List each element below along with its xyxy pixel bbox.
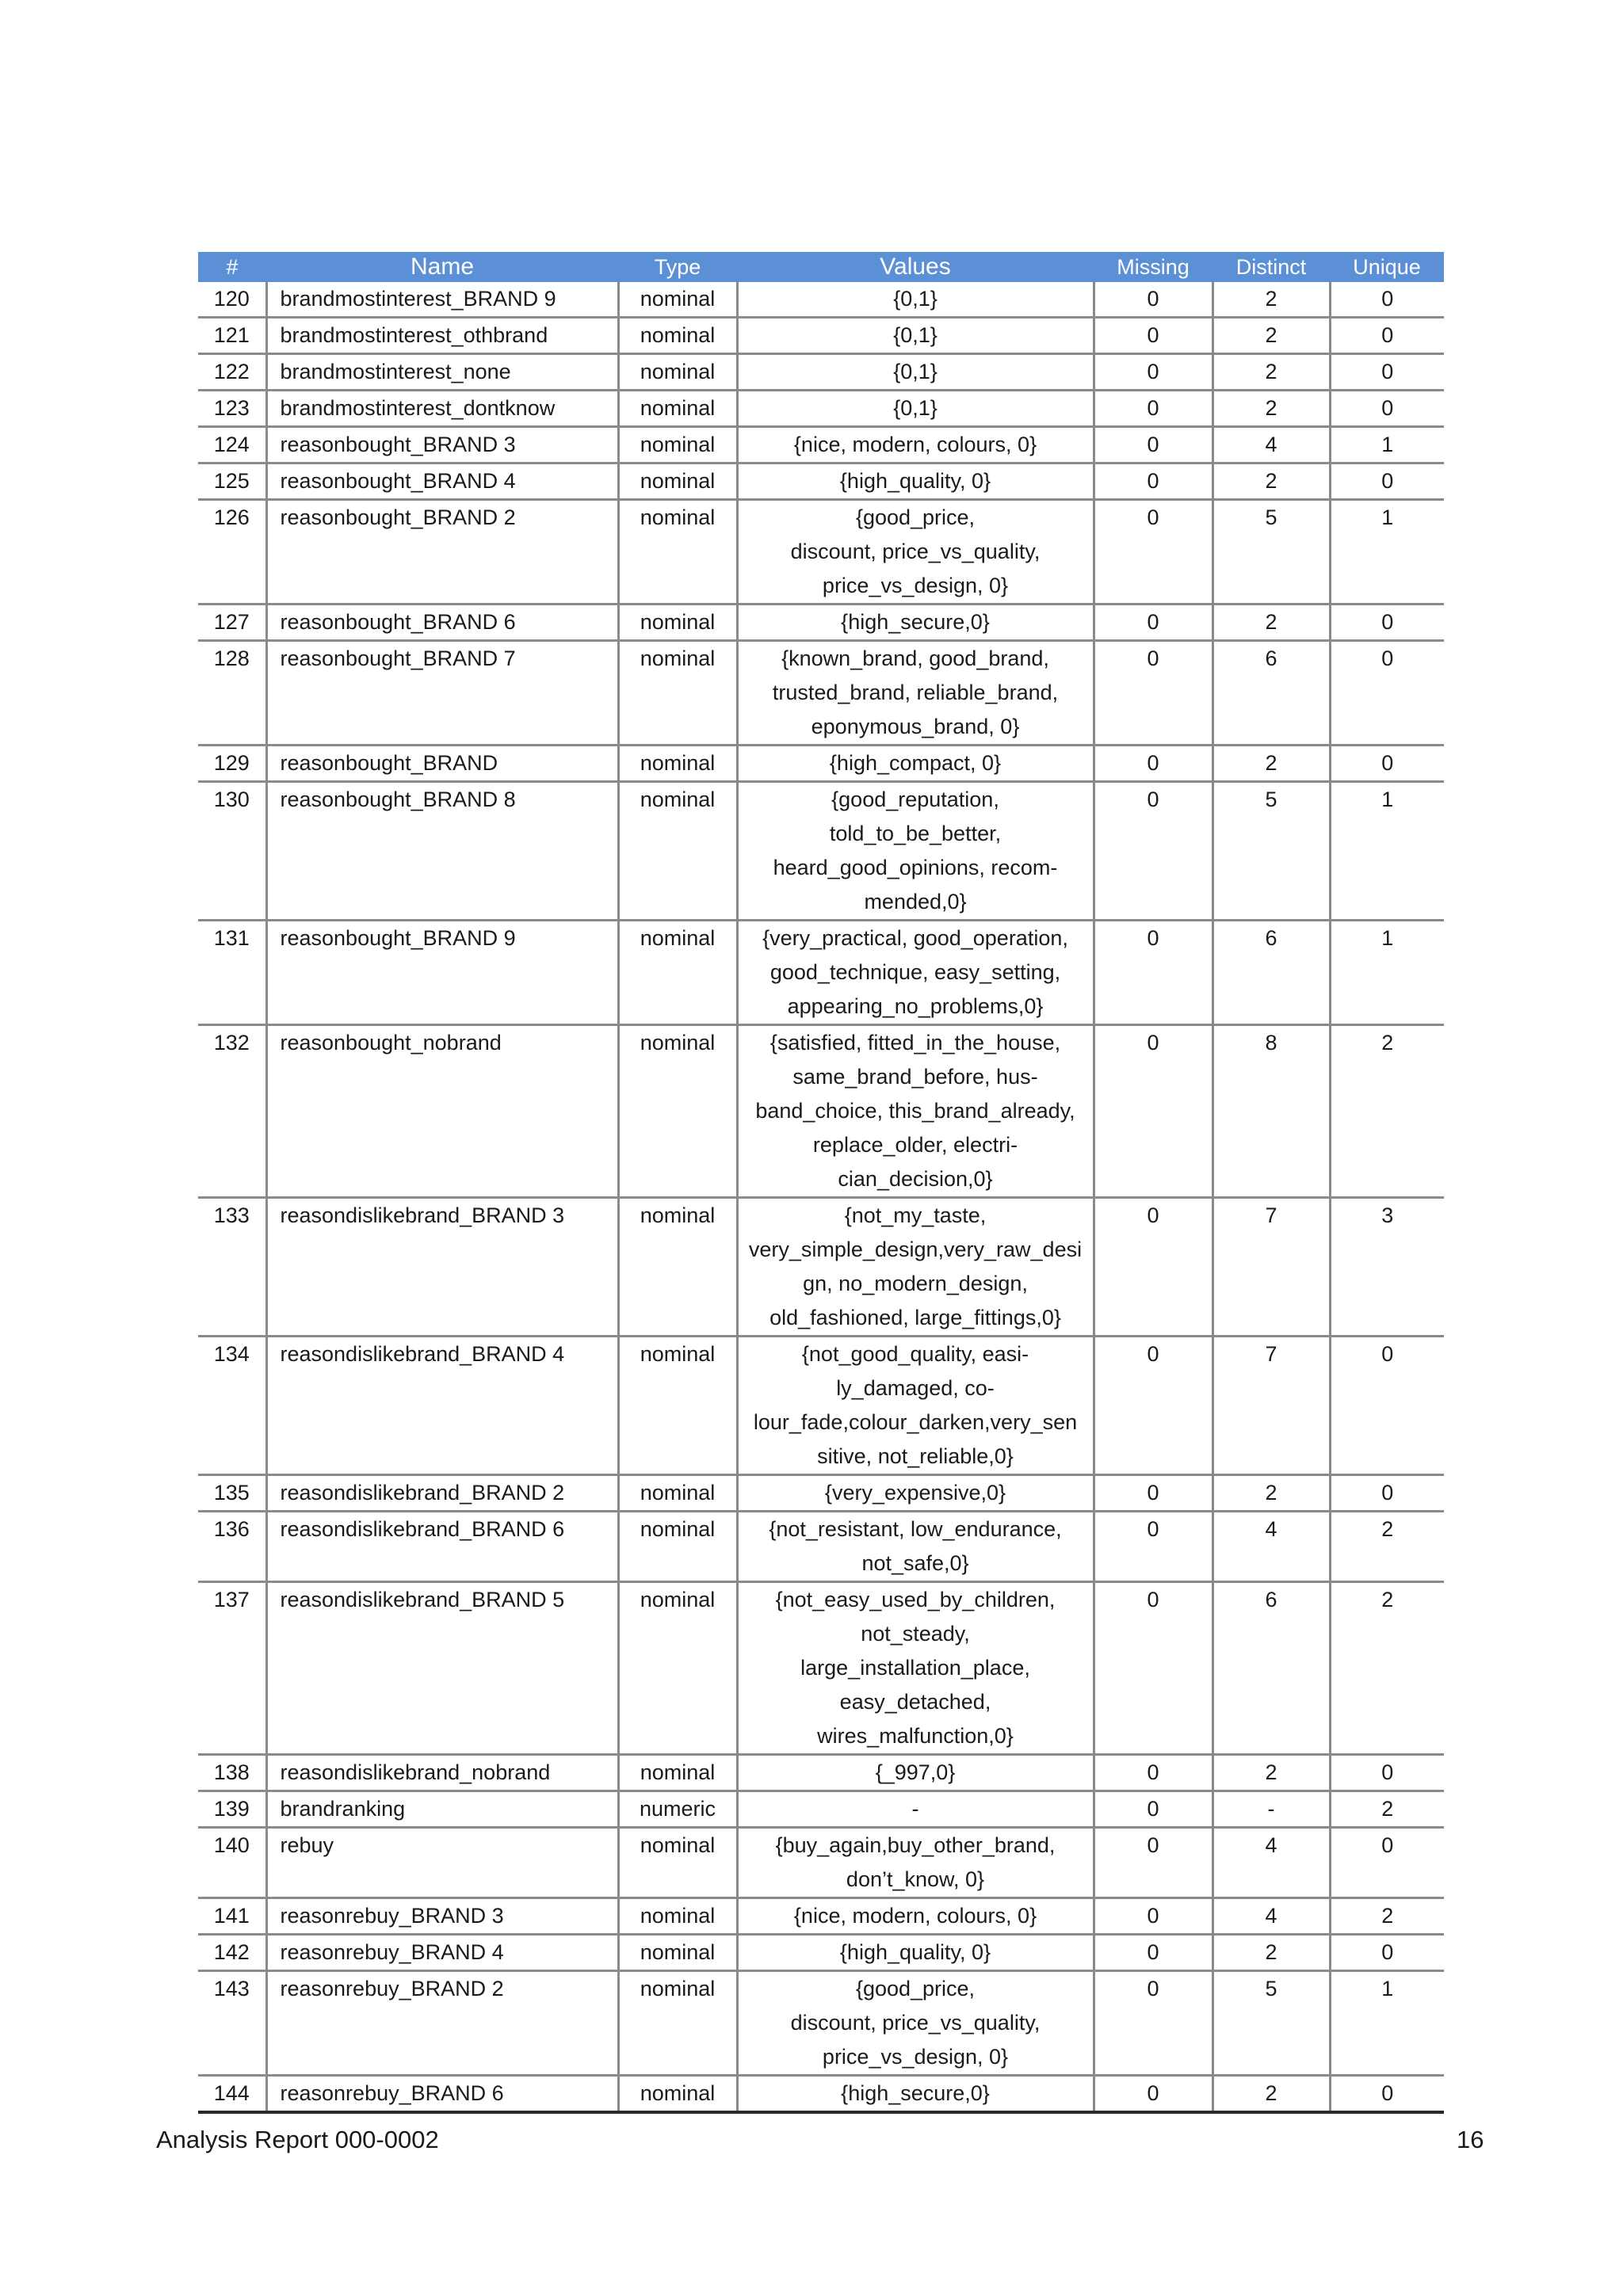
table-row: [198, 2076, 1444, 2113]
table-row: [198, 1475, 1444, 1512]
row-index: 137: [198, 1582, 266, 1755]
table-row: [198, 605, 1444, 641]
row-name: reasonbought_BRAND 9: [266, 921, 618, 1025]
row-distinct: 2: [1212, 282, 1330, 318]
row-missing: 0: [1094, 1475, 1212, 1512]
table-row: [198, 463, 1444, 500]
table-row: [198, 782, 1444, 921]
row-type: nominal: [618, 1582, 737, 1755]
row-values: -: [737, 1791, 1094, 1828]
row-values: {satisfied, fitted_in_the_house, same_brand_before, hus- band_choice, this_brand_already, replace_older, electri- cian_decision,0}: [737, 1025, 1094, 1198]
row-values: {high_secure,0}: [737, 605, 1094, 641]
row-unique: 0: [1330, 318, 1444, 354]
row-missing: 0: [1094, 500, 1212, 605]
row-values: {high_quality, 0}: [737, 1935, 1094, 1971]
row-name: brandmostinterest_othbrand: [266, 318, 618, 354]
row-distinct: 2: [1212, 354, 1330, 391]
row-unique: 0: [1330, 391, 1444, 427]
table-row: [198, 1791, 1444, 1828]
table-row: [198, 500, 1444, 605]
row-distinct: 4: [1212, 427, 1330, 463]
row-name: brandranking: [266, 1791, 618, 1828]
report-title: Analysis Report 000-0002: [156, 2126, 439, 2153]
row-distinct: 6: [1212, 641, 1330, 746]
row-name: reasonbought_BRAND 6: [266, 605, 618, 641]
row-distinct: 2: [1212, 1935, 1330, 1971]
row-values: {_997,0}: [737, 1755, 1094, 1791]
table-row: [198, 1935, 1444, 1971]
row-missing: 0: [1094, 354, 1212, 391]
row-index: 138: [198, 1755, 266, 1791]
row-missing: 0: [1094, 641, 1212, 746]
row-name: reasonrebuy_BRAND 4: [266, 1935, 618, 1971]
row-values: {0,1}: [737, 354, 1094, 391]
row-unique: 0: [1330, 746, 1444, 782]
row-index: 139: [198, 1791, 266, 1828]
header-distinct: Distinct: [1212, 252, 1330, 282]
row-distinct: 5: [1212, 1971, 1330, 2076]
row-type: nominal: [618, 746, 737, 782]
table-row: [198, 318, 1444, 354]
row-missing: 0: [1094, 1582, 1212, 1755]
table-row: [198, 1025, 1444, 1198]
row-name: reasonbought_nobrand: [266, 1025, 618, 1198]
row-distinct: 6: [1212, 921, 1330, 1025]
row-values: {buy_again,buy_other_brand, don’t_know, 0}: [737, 1828, 1094, 1898]
row-type: nominal: [618, 1512, 737, 1582]
row-name: reasondislikebrand_BRAND 2: [266, 1475, 618, 1512]
row-distinct: 4: [1212, 1828, 1330, 1898]
row-index: 127: [198, 605, 266, 641]
row-name: brandmostinterest_BRAND 9: [266, 282, 618, 318]
table-row: [198, 354, 1444, 391]
row-missing: 0: [1094, 605, 1212, 641]
row-name: reasonbought_BRAND 4: [266, 463, 618, 500]
row-index: 120: [198, 282, 266, 318]
row-distinct: -: [1212, 1791, 1330, 1828]
row-missing: 0: [1094, 1828, 1212, 1898]
row-missing: 0: [1094, 1337, 1212, 1475]
row-type: numeric: [618, 1791, 737, 1828]
row-name: reasonbought_BRAND 3: [266, 427, 618, 463]
row-distinct: 4: [1212, 1898, 1330, 1935]
table-row: [198, 1512, 1444, 1582]
row-missing: 0: [1094, 2076, 1212, 2113]
row-unique: 0: [1330, 1935, 1444, 1971]
row-missing: 0: [1094, 282, 1212, 318]
row-unique: 2: [1330, 1898, 1444, 1935]
row-distinct: 6: [1212, 1582, 1330, 1755]
row-unique: 2: [1330, 1582, 1444, 1755]
row-values: {0,1}: [737, 391, 1094, 427]
row-values: {not_easy_used_by_children, not_steady, large_installation_place, easy_detached, wires_malfunction,0}: [737, 1582, 1094, 1755]
row-type: nominal: [618, 2076, 737, 2113]
row-unique: 3: [1330, 1198, 1444, 1337]
row-name: reasonbought_BRAND 8: [266, 782, 618, 921]
row-unique: 0: [1330, 1337, 1444, 1475]
row-values: {good_price, discount, price_vs_quality, price_vs_design, 0}: [737, 500, 1094, 605]
header-missing: Missing: [1094, 252, 1212, 282]
attribute-table: [198, 252, 1444, 2114]
row-missing: 0: [1094, 427, 1212, 463]
table-row: [198, 1898, 1444, 1935]
row-name: reasondislikebrand_BRAND 5: [266, 1582, 618, 1755]
row-type: nominal: [618, 463, 737, 500]
row-distinct: 2: [1212, 318, 1330, 354]
row-index: 125: [198, 463, 266, 500]
row-values: {known_brand, good_brand, trusted_brand, reliable_brand, eponymous_brand, 0}: [737, 641, 1094, 746]
row-distinct: 5: [1212, 500, 1330, 605]
table-row: [198, 1582, 1444, 1755]
row-missing: 0: [1094, 463, 1212, 500]
table-row: [198, 746, 1444, 782]
row-index: 144: [198, 2076, 266, 2113]
row-name: brandmostinterest_dontknow: [266, 391, 618, 427]
row-index: 128: [198, 641, 266, 746]
row-values: {nice, modern, colours, 0}: [737, 1898, 1094, 1935]
row-name: reasonbought_BRAND 7: [266, 641, 618, 746]
row-missing: 0: [1094, 318, 1212, 354]
table-row: [198, 1198, 1444, 1337]
row-unique: 0: [1330, 641, 1444, 746]
row-unique: 1: [1330, 921, 1444, 1025]
row-unique: 1: [1330, 782, 1444, 921]
row-type: nominal: [618, 282, 737, 318]
row-missing: 0: [1094, 1791, 1212, 1828]
row-index: 124: [198, 427, 266, 463]
row-distinct: 2: [1212, 1755, 1330, 1791]
table-row: [198, 1828, 1444, 1898]
header-name: Name: [266, 252, 618, 282]
row-type: nominal: [618, 1971, 737, 2076]
header-unique: Unique: [1330, 252, 1444, 282]
table-row: [198, 282, 1444, 318]
table-body: [198, 282, 1444, 2112]
row-values: {good_reputation, told_to_be_better, heard_good_opinions, recom- mended,0}: [737, 782, 1094, 921]
row-type: nominal: [618, 1898, 737, 1935]
header-type: Type: [618, 252, 737, 282]
row-name: reasondislikebrand_BRAND 3: [266, 1198, 618, 1337]
row-values: {high_compact, 0}: [737, 746, 1094, 782]
row-distinct: 7: [1212, 1198, 1330, 1337]
row-distinct: 2: [1212, 1475, 1330, 1512]
row-type: nominal: [618, 782, 737, 921]
row-values: {high_quality, 0}: [737, 463, 1094, 500]
row-type: nominal: [618, 1198, 737, 1337]
row-name: reasondislikebrand_BRAND 6: [266, 1512, 618, 1582]
row-type: nominal: [618, 1935, 737, 1971]
row-name: reasonbought_BRAND 2: [266, 500, 618, 605]
row-missing: 0: [1094, 782, 1212, 921]
row-name: brandmostinterest_none: [266, 354, 618, 391]
row-distinct: 2: [1212, 746, 1330, 782]
row-values: {0,1}: [737, 282, 1094, 318]
row-type: nominal: [618, 354, 737, 391]
row-missing: 0: [1094, 1198, 1212, 1337]
row-unique: 0: [1330, 605, 1444, 641]
row-type: nominal: [618, 605, 737, 641]
table-row: [198, 1755, 1444, 1791]
row-index: 129: [198, 746, 266, 782]
row-index: 132: [198, 1025, 266, 1198]
row-distinct: 5: [1212, 782, 1330, 921]
row-index: 140: [198, 1828, 266, 1898]
row-values: {very_practical, good_operation, good_technique, easy_setting, appearing_no_problems,0}: [737, 921, 1094, 1025]
row-unique: 0: [1330, 1828, 1444, 1898]
row-unique: 0: [1330, 282, 1444, 318]
row-unique: 2: [1330, 1025, 1444, 1198]
table-row: [198, 1337, 1444, 1475]
row-missing: 0: [1094, 1971, 1212, 2076]
row-index: 122: [198, 354, 266, 391]
row-unique: 2: [1330, 1512, 1444, 1582]
row-type: nominal: [618, 391, 737, 427]
page-number: 16: [1457, 2126, 1484, 2153]
row-index: 142: [198, 1935, 266, 1971]
row-unique: 0: [1330, 1755, 1444, 1791]
row-missing: 0: [1094, 1935, 1212, 1971]
header-values: Values: [737, 252, 1094, 282]
row-index: 136: [198, 1512, 266, 1582]
row-type: nominal: [618, 1337, 737, 1475]
row-index: 123: [198, 391, 266, 427]
row-type: nominal: [618, 1025, 737, 1198]
row-name: reasonrebuy_BRAND 3: [266, 1898, 618, 1935]
row-values: {not_my_taste, very_simple_design,very_raw_desi gn, no_modern_design, old_fashioned, large_fittings,0}: [737, 1198, 1094, 1337]
row-type: nominal: [618, 427, 737, 463]
row-index: 133: [198, 1198, 266, 1337]
row-values: {0,1}: [737, 318, 1094, 354]
row-distinct: 2: [1212, 605, 1330, 641]
row-name: rebuy: [266, 1828, 618, 1898]
row-missing: 0: [1094, 1025, 1212, 1198]
row-distinct: 2: [1212, 463, 1330, 500]
row-type: nominal: [618, 318, 737, 354]
row-index: 130: [198, 782, 266, 921]
row-missing: 0: [1094, 1755, 1212, 1791]
row-index: 134: [198, 1337, 266, 1475]
row-index: 135: [198, 1475, 266, 1512]
row-unique: 2: [1330, 1791, 1444, 1828]
row-missing: 0: [1094, 921, 1212, 1025]
table-row: [198, 391, 1444, 427]
header-index: #: [198, 252, 266, 282]
row-distinct: 8: [1212, 1025, 1330, 1198]
row-distinct: 7: [1212, 1337, 1330, 1475]
row-distinct: 2: [1212, 2076, 1330, 2113]
table-row: [198, 921, 1444, 1025]
row-unique: 0: [1330, 354, 1444, 391]
row-type: nominal: [618, 1755, 737, 1791]
row-index: 121: [198, 318, 266, 354]
table-row: [198, 427, 1444, 463]
row-name: reasondislikebrand_nobrand: [266, 1755, 618, 1791]
row-name: reasonrebuy_BRAND 2: [266, 1971, 618, 2076]
row-index: 131: [198, 921, 266, 1025]
row-type: nominal: [618, 641, 737, 746]
row-name: reasonrebuy_BRAND 6: [266, 2076, 618, 2113]
row-missing: 0: [1094, 391, 1212, 427]
row-missing: 0: [1094, 1898, 1212, 1935]
row-name: reasonbought_BRAND: [266, 746, 618, 782]
row-values: {high_secure,0}: [737, 2076, 1094, 2113]
row-unique: 1: [1330, 1971, 1444, 2076]
row-type: nominal: [618, 1828, 737, 1898]
row-index: 126: [198, 500, 266, 605]
row-type: nominal: [618, 1475, 737, 1512]
row-index: 141: [198, 1898, 266, 1935]
row-values: {nice, modern, colours, 0}: [737, 427, 1094, 463]
row-unique: 1: [1330, 500, 1444, 605]
row-unique: 0: [1330, 1475, 1444, 1512]
row-values: {good_price, discount, price_vs_quality, price_vs_design, 0}: [737, 1971, 1094, 2076]
row-missing: 0: [1094, 1512, 1212, 1582]
table-row: [198, 641, 1444, 746]
row-distinct: 4: [1212, 1512, 1330, 1582]
row-index: 143: [198, 1971, 266, 2076]
row-type: nominal: [618, 500, 737, 605]
table-header: [198, 252, 1444, 282]
row-values: {very_expensive,0}: [737, 1475, 1094, 1512]
row-name: reasondislikebrand_BRAND 4: [266, 1337, 618, 1475]
row-unique: 0: [1330, 463, 1444, 500]
row-unique: 0: [1330, 2076, 1444, 2113]
row-distinct: 2: [1212, 391, 1330, 427]
row-values: {not_good_quality, easi- ly_damaged, co- lour_fade,colour_darken,very_sen sitive, not_reliable,0}: [737, 1337, 1094, 1475]
table-row: [198, 1971, 1444, 2076]
row-missing: 0: [1094, 746, 1212, 782]
row-unique: 1: [1330, 427, 1444, 463]
row-values: {not_resistant, low_endurance, not_safe,0}: [737, 1512, 1094, 1582]
row-type: nominal: [618, 921, 737, 1025]
